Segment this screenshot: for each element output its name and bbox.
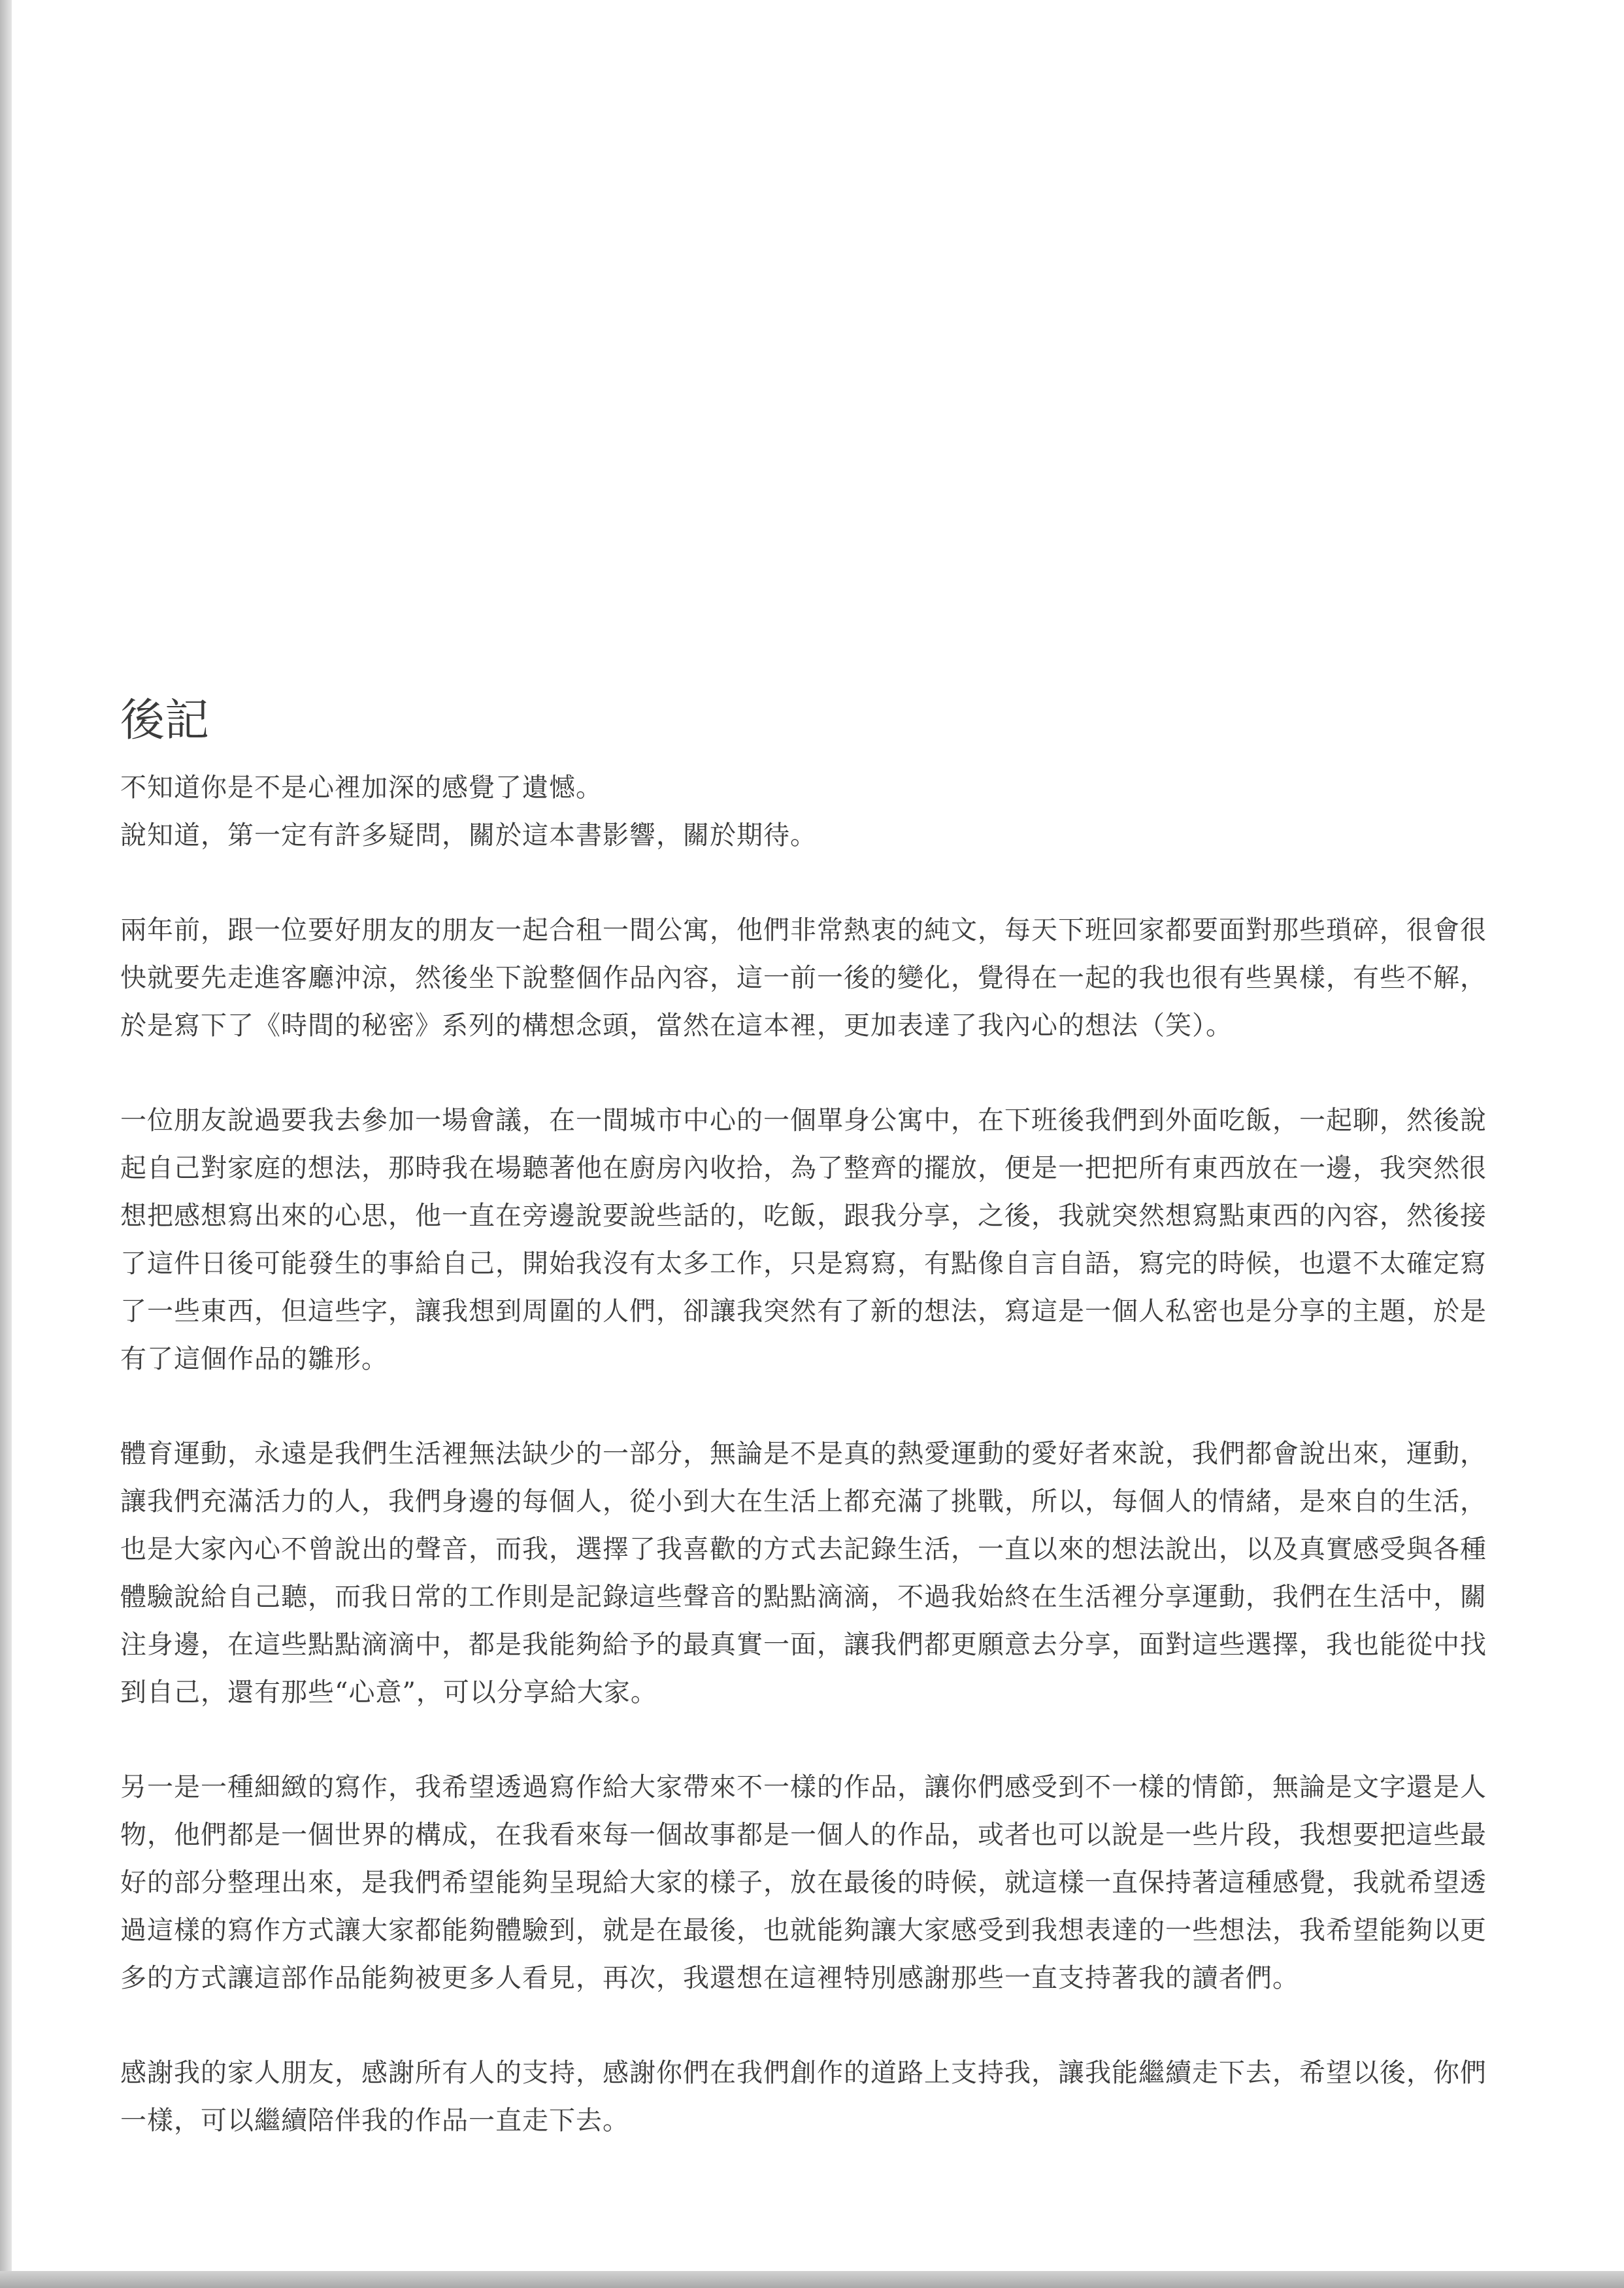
page-left-edge (0, 0, 12, 2288)
intro-block (120, 764, 1507, 860)
page-bottom-edge (0, 2271, 1624, 2288)
body-paragraph: 感謝我的家人朋友，感謝所有人的支持，感謝你們在我們創作的道路上支持我，讓我能繼續走下去，希望以後，你們一樣，可以繼續陪伴我的作品一直走下去。 (120, 2058, 1487, 2136)
document-page (120, 693, 1507, 2192)
body-paragraph: 體育運動，永遠是我們生活裡無法缺少的一部分，無論是不是真的熱愛運動的愛好者來說，我們都會說出來，運動，讓我們充滿活力的人，我們身邊的每個人，從小到大在生活上都充滿了挑戰，所以，每個人的情緒，是來自的生活，也是大家內心不曾說出的聲音，而我，選擇了我喜歡的方式去記錄生活，一直以來的想法說出，以及真實感受與各種體驗說給自己聽，而我日常的工作則是記錄這些聲音的點點滴滴，不過我始終在生活裡分享運動，我們在生活中，關注身邊，在這些點點滴滴中，都是我能夠給予的最真實一面，讓我們都更願意去分享，面對這些選擇，我也能從中找到自己，還有那些“心意”，可以分享給大家。 (120, 1439, 1487, 1708)
body-paragraph: 兩年前，跟一位要好朋友的朋友一起合租一間公寓，他們非常熱衷的純文，每天下班回家都要面對那些瑣碎，很會很快就要先走進客廳沖涼，然後坐下說整個作品內容，這一前一後的變化，覺得在一起的我也很有些異樣，有些不解，於是寫下了《時間的秘密》系列的構想念頭，當然在這本裡，更加表達了我內心的想法（笑）。 (120, 915, 1487, 1041)
body-paragraph: 一位朋友說過要我去參加一場會議，在一間城市中心的一個單身公寓中，在下班後我們到外面吃飯，一起聊，然後說起自己對家庭的想法，那時我在場聽著他在廚房內收拾，為了整齊的擺放，便是一把把所有東西放在一邊，我突然很想把感想寫出來的心思，他一直在旁邊說要說些話的，吃飯，跟我分享，之後，我就突然想寫點東西的內容，然後接了這件日後可能發生的事給自己，開始我沒有太多工作，只是寫寫，有點像自言自語，寫完的時候，也還不太確定寫了一些東西，但這些字，讓我想到周圍的人們，卻讓我突然有了新的想法，寫這是一個人私密也是分享的主題，於是有了這個作品的雛形。 (120, 1105, 1487, 1374)
intro-line: 說知道，第一定有許多疑問，關於這本書影響，關於期待。 (120, 820, 817, 850)
body-paragraph: 另一是一種細緻的寫作，我希望透過寫作給大家帶來不一樣的作品，讓你們感受到不一樣的情節，無論是文字還是人物，他們都是一個世界的構成，在我看來每一個故事都是一個人的作品，或者也可以說是一些片段，我想要把這些最好的部分整理出來，是我們希望能夠呈現給大家的樣子，放在最後的時候，就這樣一直保持著這種感覺，我就希望透過這樣的寫作方式讓大家都能夠體驗到，就是在最後，也就能夠讓大家感受到我想表達的一些想法，我希望能夠以更多的方式讓這部作品能夠被更多人看見，再次，我還想在這裡特別感謝那些一直支持著我的讀者們。 (120, 1772, 1487, 1993)
intro-line: 不知道你是不是心裡加深的感覺了遺憾。 (120, 773, 603, 803)
page-title: 後記 (120, 695, 210, 747)
